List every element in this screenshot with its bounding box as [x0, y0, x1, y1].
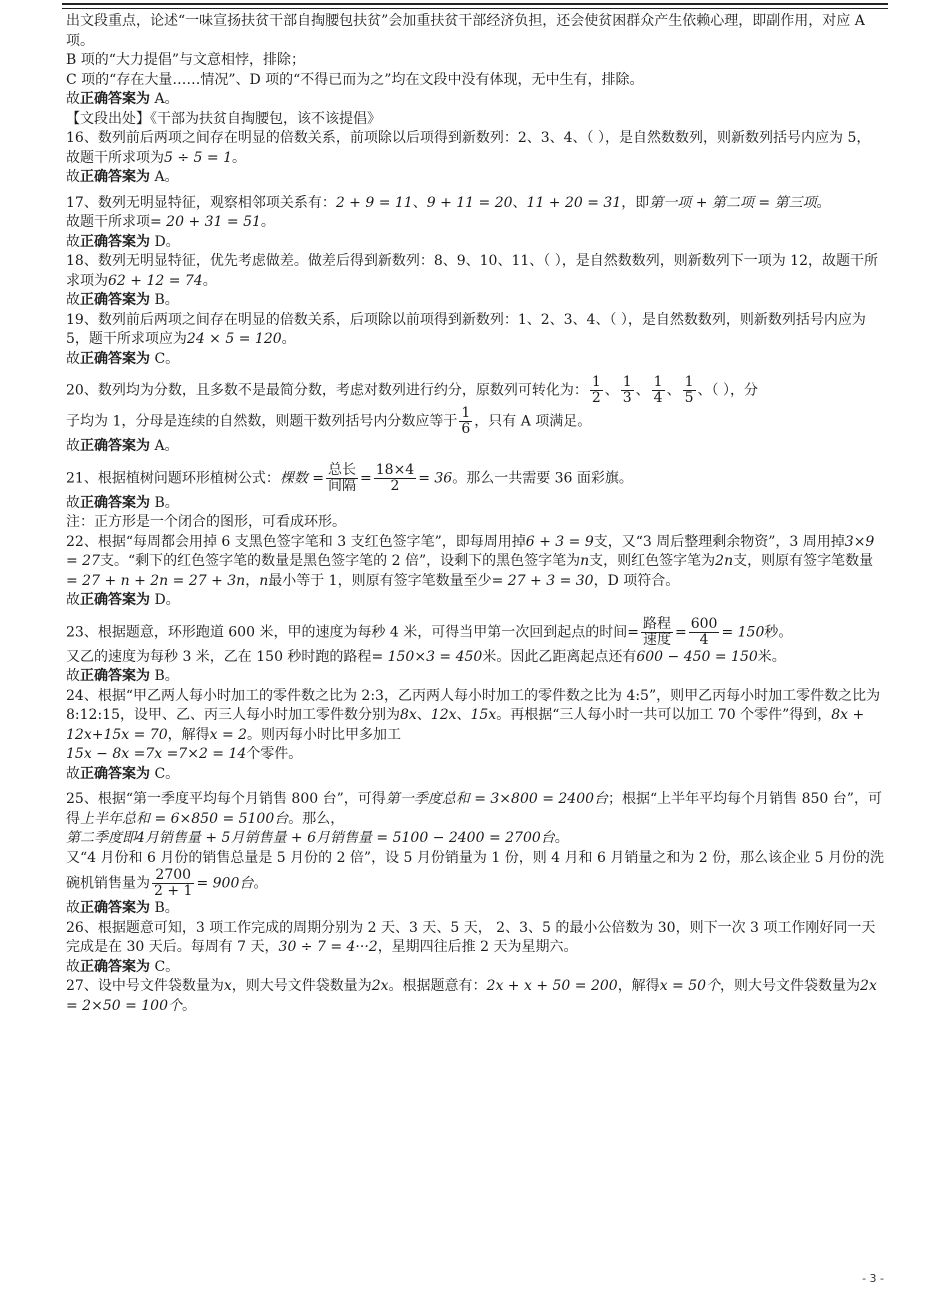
fraction: $\frac{\text{路程}}{\text{速度}}$ [643, 615, 671, 648]
answer-line: 故正确答案为 B。 [66, 900, 179, 916]
answer-line: 故正确答案为 D。 [66, 592, 180, 608]
answer-line: 故正确答案为 C。 [66, 350, 180, 367]
paragraph: 出文段重点，论述“一味宣扬扶贫干部自掏腰包扶贫”会加重扶贫干部经济负担，还会使贫困群众产生依赖心理，即副作用，对应 A 项。 [66, 13, 865, 49]
question-24: 24、根据“甲乙两人每小时加工的零件数之比为 2:3，乙丙两人每小时加工的零件数之比为 4:5”，则甲乙丙每小时加工零件数之比为 8:12:15，设甲、乙、丙三人每小时加工零件数分别为8x、12x、15x。再根据“三人每小时一共可以加工 70 个零件”得到，8x + 12x+15x = 70，解得x = 2。则丙每小时比甲多加工 [66, 687, 881, 743]
answer-line: 故正确答案为 C。 [66, 958, 180, 975]
answer-line: 故正确答案为 B。 [66, 668, 179, 684]
question-25: 25、根据“第一季度平均每个月销售 800 台”，可得第一季度总和 = 3×800 = 2400台；根据“上半年平均每个月销售 850 台”，可得上半年总和 = 6×850 = 5100台。那么， [66, 791, 882, 827]
paragraph: B 项的“大力提倡”与文意相悖，排除； [66, 52, 306, 68]
paragraph: 第二季度即4月销售量 + 5月销售量 + 6月销售量 = 5100 − 2400 = 2700台。 [66, 830, 569, 846]
source-line: 【文段出处】《干部为扶贫自掏腰包，该不该提倡》 [66, 110, 381, 127]
fraction: $\frac{1}{6}$ [461, 405, 471, 437]
question-16: 16、数列前后两项之间存在明显的倍数关系，前项除以后项得到新数列：2、3、4、（ ），是自然数数列，则新数列括号内应为 5，故题干所求项为5 ÷ 5 = 1。 [66, 130, 871, 166]
paragraph: 又乙的速度为每秒 3 米，乙在 150 秒时跑的路程= 150×3 = 450米。因此乙距离起点还有600 − 450 = 150米。 [66, 648, 786, 665]
answer-line: 故正确答案为 B。 [66, 292, 179, 308]
page-content [66, 12, 884, 1016]
paragraph: C 项的“存在大量……情况”、D 项的“不得已而为之”均在文段中没有体现，无中生有，排除。 [66, 71, 644, 88]
answer-line: 故正确答案为 D。 [66, 233, 180, 250]
fraction: $\frac{1}{5}$ [684, 374, 694, 406]
page-number: - 3 - [862, 1272, 884, 1285]
header-rule-thick [62, 3, 888, 5]
paragraph: 又“4 月份和 6 月份的销售总量是 5 月份的 2 倍”，设 5 月份销量为 1 份，则 4 月和 6 月销量之和为 2 份，那么该企业 5 月份的洗碗机销售量为 $\frac{2700}{2 + 1}$ = 900台。 [66, 849, 884, 899]
note-line: 注：正方形是一个闭合的图形，可看成环形。 [66, 514, 346, 530]
answer-line: 故正确答案为 B。 [66, 494, 179, 511]
question-17: 17、数列无明显特征，观察相邻项关系有：2 + 9 = 11、9 + 11 = 20、11 + 20 = 31，即第一项 + 第二项 = 第三项。 [66, 194, 831, 211]
question-22: 22、根据“每周都会用掉 6 支黑色签字笔和 3 支红色签字笔”，即每周用掉6 + 3 = 9支，又“3 周后整理剩余物资”，3 周用掉3×9 = 27支。“剩下的红色签字笔的数量是黑色签字笔的 2 倍”，设剩下的黑色签字笔为n支，则红色签字笔为2n支，则原有签字笔数量= 27 + n + 2n = 27 + 3n，n最小等于 1，则原有签字笔数量至少= 27 + 3 = 30，D 项符合。 [66, 533, 875, 589]
fraction: $\frac{2700}{2 + 1}$ [154, 867, 193, 899]
fraction: $\frac{1}{3}$ [622, 374, 632, 406]
fraction: $\frac{600}{4}$ [690, 615, 718, 648]
fraction: $\frac{\text{总长}}{\text{间隔}}$ [328, 461, 357, 494]
answer-line: 故正确答案为 C。 [66, 765, 180, 782]
answer-line: 故正确答案为 A。 [66, 438, 179, 454]
question-20: 20、数列均为分数，且多数不是最简分数，考虑对数列进行约分，原数列可转化为： $\frac{1}{2}$ 、 $\frac{1}{3}$ 、 $\frac{1}{4}$ 、 $\frac{1}{5}$ 、（ ），分 [66, 374, 758, 406]
paragraph: 子均为 1，分母是连续的自然数，则题干数列括号内分数应等于 $\frac{1}{6}$ ，只有 A 项满足。 [66, 405, 592, 437]
question-27: 27、设中号文件袋数量为x，则大号文件袋数量为2x。根据题意有：2x + x + 50 = 200，解得x = 50个，则大号文件袋数量为2x = 2×50 = 100个。 [66, 978, 877, 1014]
question-23: 23、根据题意，环形跑道 600 米，甲的速度为每秒 4 米，可得当甲第一次回到起点的时间= $\frac{\text{路程}}{\text{速度}}$ = $\frac{600}{4}$ = 150秒。 [66, 615, 793, 648]
answer-line: 故正确答案为 A。 [66, 169, 179, 185]
fraction: $\frac{18\times 4}{2}$ [375, 461, 415, 494]
paragraph: 15x − 8x =7x =7×2 = 14个零件。 [66, 746, 303, 762]
question-21: 21、根据植树问题环形植树公式：棵数 = $\frac{\text{总长}}{\text{间隔}}$ = $\frac{18\times 4}{2}$ = 36。那么一共需要 36 面彩旗。 [66, 461, 633, 494]
answer-line: 故正确答案为 A。 [66, 91, 179, 107]
paragraph: 故题干所求项= 20 + 31 = 51。 [66, 214, 275, 230]
fraction: $\frac{1}{2}$ [591, 374, 601, 406]
question-26: 26、根据题意可知，3 项工作完成的周期分别为 2 天、3 天、5 天， 2、3、5 的最小公倍数为 30，则下一次 3 项工作刚好同一天完成是在 30 天后。每周有 7 天，30 ÷ 7 = 4···2，星期四往后推 2 天为星期六。 [66, 919, 876, 955]
question-19: 19、数列前后两项之间存在明显的倍数关系，后项除以前项得到新数列：1、2、3、4、（ ），是自然数数列，则新数列括号内应为 5，题干所求项应为24 × 5 = 120。 [66, 311, 866, 347]
fraction: $\frac{1}{4}$ [653, 374, 663, 406]
header-rule-thin [62, 8, 888, 9]
question-18: 18、数列无明显特征，优先考虑做差。做差后得到新数列：8、9、10、11、（ ），是自然数数列，则新数列下一项为 12，故题干所求项为62 + 12 = 74。 [66, 253, 878, 289]
